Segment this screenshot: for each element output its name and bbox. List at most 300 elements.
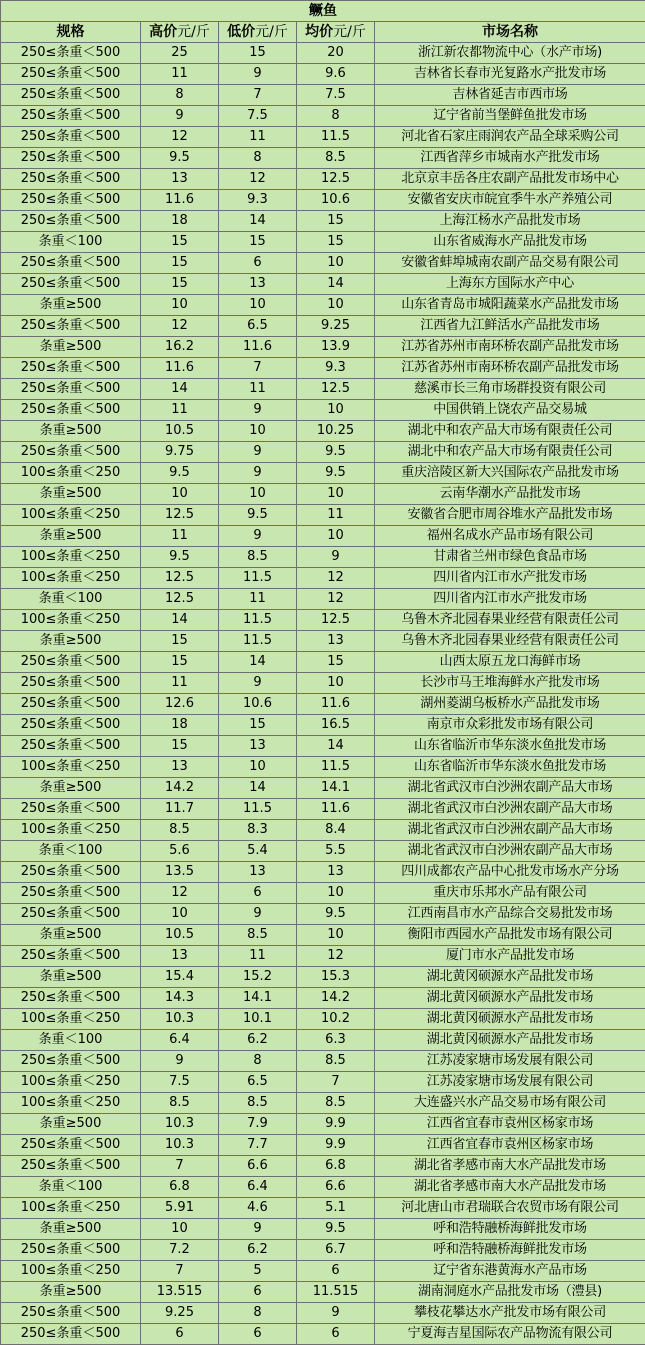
low-price-cell: 7.7 [219,1135,297,1156]
low-price-cell: 5 [219,1261,297,1282]
high-price-cell: 14 [141,610,219,631]
market-name-cell: 山东省临沂市华东淡水鱼批发市场 [375,757,645,778]
avg-price-cell: 12.5 [297,379,375,400]
avg-price-cell: 10 [297,400,375,421]
table-row [1,694,645,715]
spec-cell: 100≤条重＜250 [1,1093,141,1114]
low-price-cell: 11.5 [219,610,297,631]
market-name-cell: 湖北省孝感市南大水产品批发市场 [375,1177,645,1198]
market-name-cell: 湖南洞庭水产品批发市场（澧县) [375,1282,645,1303]
table-row [1,1219,645,1240]
spec-cell: 250≤条重＜500 [1,1303,141,1324]
high-price-cell: 15.4 [141,967,219,988]
spec-cell: 条重＜100 [1,589,141,610]
avg-price-cell: 9.3 [297,358,375,379]
market-name-cell: 乌鲁木齐北园春果业经营有限责任公司 [375,610,645,631]
low-price-cell: 10 [219,421,297,442]
table-row [1,505,645,526]
table-row [1,883,645,904]
low-price-cell: 7.9 [219,1114,297,1135]
avg-price-cell: 6 [297,1324,375,1345]
high-price-cell: 25 [141,43,219,64]
market-name-cell: 江苏凌家塘市场发展有限公司 [375,1051,645,1072]
avg-price-cell: 12.5 [297,169,375,190]
low-price-cell: 9.3 [219,190,297,211]
high-price-cell: 9 [141,106,219,127]
high-price-cell: 11.7 [141,799,219,820]
low-price-cell: 11 [219,946,297,967]
low-price-cell: 13 [219,736,297,757]
avg-price-cell: 9.5 [297,904,375,925]
spec-cell: 条重＜100 [1,232,141,253]
avg-price-cell: 12 [297,589,375,610]
spec-cell: 条重≥500 [1,631,141,652]
table-row [1,127,645,148]
market-name-cell: 湖北黄冈硕源水产品批发市场 [375,967,645,988]
market-name-cell: 辽宁省东港黄海水产品市场 [375,1261,645,1282]
spec-cell: 250≤条重＜500 [1,211,141,232]
market-name-cell: 湖北省武汉市白沙洲农副产品大市场 [375,820,645,841]
table-row [1,1303,645,1324]
market-name-cell: 北京京丰岳各庄农副产品批发市场中心 [375,169,645,190]
avg-price-cell: 11 [297,505,375,526]
header-low-price [219,22,297,43]
market-name-cell: 湖北黄冈硕源水产品批发市场 [375,988,645,1009]
spec-cell: 250≤条重＜500 [1,43,141,64]
header-market-name-label: 市场名称 [482,24,538,40]
high-price-cell: 11 [141,673,219,694]
table-row [1,715,645,736]
low-price-cell: 11.5 [219,568,297,589]
table-row [1,379,645,400]
high-price-cell: 14.3 [141,988,219,1009]
low-price-cell: 6 [219,883,297,904]
avg-price-cell: 10.6 [297,190,375,211]
table-row [1,820,645,841]
spec-cell: 250≤条重＜500 [1,316,141,337]
avg-price-cell: 10 [297,253,375,274]
high-price-cell: 11 [141,64,219,85]
market-name-cell: 江西省宜春市袁州区杨家市场 [375,1114,645,1135]
header-avg-price-unit: 元/斤 [333,24,366,40]
high-price-cell: 6 [141,1324,219,1345]
market-name-cell: 湖北省武汉市白沙洲农副产品大市场 [375,778,645,799]
avg-price-cell: 12 [297,568,375,589]
market-name-cell: 江西省萍乡市城南水产批发市场 [375,148,645,169]
spec-cell: 条重≥500 [1,526,141,547]
table-row [1,610,645,631]
table-row [1,1240,645,1261]
avg-price-cell: 9 [297,1303,375,1324]
spec-cell: 100≤条重＜250 [1,757,141,778]
avg-price-cell: 11.5 [297,757,375,778]
spec-cell: 250≤条重＜500 [1,988,141,1009]
low-price-cell: 8 [219,1051,297,1072]
market-name-cell: 湖北省武汉市白沙洲农副产品大市场 [375,799,645,820]
avg-price-cell: 15 [297,652,375,673]
avg-price-cell: 14.2 [297,988,375,1009]
low-price-cell: 6.2 [219,1240,297,1261]
header-low-price-unit: 元/斤 [255,24,288,40]
avg-price-cell: 7 [297,1072,375,1093]
high-price-cell: 10 [141,295,219,316]
low-price-cell: 15 [219,232,297,253]
avg-price-cell: 11.515 [297,1282,375,1303]
spec-cell: 250≤条重＜500 [1,379,141,400]
header-avg-price [297,22,375,43]
header-avg-price-label: 均价 [305,24,334,40]
avg-price-cell: 14.1 [297,778,375,799]
low-price-cell: 15 [219,43,297,64]
low-price-cell: 9 [219,904,297,925]
avg-price-cell: 12.5 [297,610,375,631]
table-row [1,988,645,1009]
market-name-cell: 江西省宜春市袁州区杨家市场 [375,1135,645,1156]
avg-price-cell: 9 [297,547,375,568]
low-price-cell: 13 [219,862,297,883]
table-row [1,358,645,379]
market-name-cell: 山东省青岛市城阳蔬菜水产品批发市场 [375,295,645,316]
low-price-cell: 9 [219,442,297,463]
table-row [1,484,645,505]
avg-price-cell: 14 [297,736,375,757]
market-name-cell: 甘肃省兰州市绿色食品市场 [375,547,645,568]
spec-cell: 250≤条重＜500 [1,64,141,85]
table-row [1,799,645,820]
spec-cell: 条重＜100 [1,1030,141,1051]
spec-cell: 250≤条重＜500 [1,106,141,127]
spec-cell: 250≤条重＜500 [1,400,141,421]
high-price-cell: 9.5 [141,547,219,568]
low-price-cell: 9.5 [219,505,297,526]
high-price-cell: 9.5 [141,463,219,484]
header-row [1,22,645,43]
high-price-cell: 5.91 [141,1198,219,1219]
high-price-cell: 14 [141,379,219,400]
table-row [1,652,645,673]
low-price-cell: 10 [219,295,297,316]
avg-price-cell: 6.7 [297,1240,375,1261]
high-price-cell: 10 [141,484,219,505]
avg-price-cell: 13 [297,631,375,652]
market-name-cell: 云南华潮水产品批发市场 [375,484,645,505]
high-price-cell: 6.8 [141,1177,219,1198]
high-price-cell: 9.5 [141,148,219,169]
spec-cell: 条重≥500 [1,925,141,946]
high-price-cell: 11 [141,400,219,421]
table-row [1,904,645,925]
table-title: 鳜鱼 [1,1,645,22]
table-row [1,232,645,253]
avg-price-cell: 12 [297,946,375,967]
spec-cell: 条重≥500 [1,421,141,442]
high-price-cell: 9.75 [141,442,219,463]
avg-price-cell: 10 [297,484,375,505]
avg-price-cell: 9.5 [297,1219,375,1240]
market-name-cell: 南京市众彩批发市场有限公司 [375,715,645,736]
low-price-cell: 7.5 [219,106,297,127]
table-row [1,1198,645,1219]
avg-price-cell: 10 [297,526,375,547]
avg-price-cell: 9.5 [297,442,375,463]
market-name-cell: 江西南昌市水产品综合交易批发市场 [375,904,645,925]
high-price-cell: 12.6 [141,694,219,715]
high-price-cell: 10.3 [141,1009,219,1030]
high-price-cell: 10 [141,1219,219,1240]
market-name-cell: 湖北省孝感市南大水产品批发市场 [375,1156,645,1177]
avg-price-cell: 8.5 [297,1051,375,1072]
market-name-cell: 安徽省合肥市周谷堆水产品批发市场 [375,505,645,526]
table-row [1,1093,645,1114]
avg-price-cell: 10 [297,295,375,316]
header-high-price-label: 高价 [149,24,178,40]
spec-cell: 250≤条重＜500 [1,736,141,757]
market-name-cell: 湖北中和农产品大市场有限责任公司 [375,421,645,442]
low-price-cell: 14 [219,778,297,799]
market-name-cell: 江苏省苏州市南环桥农副产品批发市场 [375,358,645,379]
avg-price-cell: 15 [297,232,375,253]
spec-cell: 250≤条重＜500 [1,1324,141,1345]
market-name-cell: 上海江杨水产品批发市场 [375,211,645,232]
market-name-cell: 山西太原五龙口海鲜市场 [375,652,645,673]
avg-price-cell: 9.5 [297,463,375,484]
table-row [1,841,645,862]
table-row [1,568,645,589]
spec-cell: 100≤条重＜250 [1,547,141,568]
spec-cell: 250≤条重＜500 [1,1156,141,1177]
header-high-price [141,22,219,43]
avg-price-cell: 5.5 [297,841,375,862]
high-price-cell: 15 [141,652,219,673]
low-price-cell: 8.5 [219,925,297,946]
high-price-cell: 15 [141,631,219,652]
spec-cell: 250≤条重＜500 [1,799,141,820]
low-price-cell: 11 [219,379,297,400]
table-row [1,211,645,232]
low-price-cell: 8 [219,148,297,169]
high-price-cell: 13 [141,169,219,190]
market-name-cell: 山东省威海水产品批发市场 [375,232,645,253]
market-name-cell: 四川省内江市水产批发市场 [375,589,645,610]
low-price-cell: 6.5 [219,1072,297,1093]
spec-cell: 100≤条重＜250 [1,1009,141,1030]
low-price-cell: 5.4 [219,841,297,862]
high-price-cell: 7.2 [141,1240,219,1261]
table-row [1,64,645,85]
spec-cell: 条重＜100 [1,841,141,862]
high-price-cell: 15 [141,274,219,295]
high-price-cell: 10.5 [141,421,219,442]
market-name-cell: 江苏凌家塘市场发展有限公司 [375,1072,645,1093]
table-row [1,1009,645,1030]
table-row [1,631,645,652]
high-price-cell: 8.5 [141,1093,219,1114]
table-row [1,1114,645,1135]
spec-cell: 250≤条重＜500 [1,442,141,463]
avg-price-cell: 5.1 [297,1198,375,1219]
low-price-cell: 6 [219,1324,297,1345]
spec-cell: 250≤条重＜500 [1,715,141,736]
market-name-cell: 安徽省安庆市皖宜季牛水产养殖公司 [375,190,645,211]
high-price-cell: 10.3 [141,1135,219,1156]
spec-cell: 250≤条重＜500 [1,1051,141,1072]
spec-cell: 250≤条重＜500 [1,946,141,967]
table-row [1,589,645,610]
header-high-price-unit: 元/斤 [177,24,210,40]
spec-cell: 250≤条重＜500 [1,274,141,295]
high-price-cell: 18 [141,715,219,736]
avg-price-cell: 8 [297,106,375,127]
market-name-cell: 浙江新农都物流中心（水产市场) [375,43,645,64]
spec-cell: 100≤条重＜250 [1,610,141,631]
high-price-cell: 16.2 [141,337,219,358]
spec-cell: 250≤条重＜500 [1,169,141,190]
table-row [1,1156,645,1177]
spec-cell: 250≤条重＜500 [1,148,141,169]
table-row [1,253,645,274]
spec-cell: 条重≥500 [1,778,141,799]
table-row [1,778,645,799]
header-spec-label: 规格 [56,24,85,40]
table-row [1,190,645,211]
low-price-cell: 15 [219,715,297,736]
avg-price-cell: 10.25 [297,421,375,442]
high-price-cell: 8 [141,85,219,106]
low-price-cell: 14 [219,652,297,673]
table-row [1,1051,645,1072]
avg-price-cell: 13 [297,862,375,883]
low-price-cell: 10 [219,757,297,778]
avg-price-cell: 15 [297,211,375,232]
market-name-cell: 四川省内江市水产批发市场 [375,568,645,589]
table-row [1,1282,645,1303]
header-market-name [375,22,645,43]
spec-cell: 250≤条重＜500 [1,862,141,883]
low-price-cell: 8.3 [219,820,297,841]
low-price-cell: 6 [219,253,297,274]
spec-cell: 100≤条重＜250 [1,505,141,526]
avg-price-cell: 8.5 [297,148,375,169]
high-price-cell: 13.5 [141,862,219,883]
high-price-cell: 7.5 [141,1072,219,1093]
high-price-cell: 12 [141,883,219,904]
low-price-cell: 7 [219,85,297,106]
avg-price-cell: 7.5 [297,85,375,106]
low-price-cell: 4.6 [219,1198,297,1219]
market-name-cell: 河北唐山市君瑞联合农贸市场有限公司 [375,1198,645,1219]
spec-cell: 250≤条重＜500 [1,1240,141,1261]
market-name-cell: 呼和浩特融桥海鲜批发市场 [375,1240,645,1261]
high-price-cell: 7 [141,1261,219,1282]
avg-price-cell: 6.3 [297,1030,375,1051]
table-row [1,337,645,358]
low-price-cell: 10 [219,484,297,505]
high-price-cell: 11.6 [141,190,219,211]
low-price-cell: 12 [219,169,297,190]
high-price-cell: 13 [141,757,219,778]
spec-cell: 250≤条重＜500 [1,1135,141,1156]
high-price-cell: 9 [141,1051,219,1072]
table-row [1,1177,645,1198]
table-row [1,946,645,967]
low-price-cell: 8 [219,1303,297,1324]
spec-cell: 100≤条重＜250 [1,463,141,484]
market-name-cell: 攀枝花攀达水产批发市场有限公司 [375,1303,645,1324]
market-name-cell: 安徽省蚌埠城南农副产品交易有限公司 [375,253,645,274]
spec-cell: 250≤条重＜500 [1,883,141,904]
spec-cell: 250≤条重＜500 [1,190,141,211]
table-row [1,1072,645,1093]
avg-price-cell: 10 [297,673,375,694]
avg-price-cell: 16.5 [297,715,375,736]
table-row [1,862,645,883]
high-price-cell: 11.6 [141,358,219,379]
low-price-cell: 9 [219,1219,297,1240]
avg-price-cell: 10 [297,925,375,946]
low-price-cell: 9 [219,64,297,85]
low-price-cell: 14.1 [219,988,297,1009]
spec-cell: 100≤条重＜250 [1,568,141,589]
market-name-cell: 湖州菱湖乌板桥水产品批发市场 [375,694,645,715]
high-price-cell: 15 [141,232,219,253]
header-spec [1,22,141,43]
market-name-cell: 湖北黄冈硕源水产品批发市场 [375,1009,645,1030]
spec-cell: 250≤条重＜500 [1,85,141,106]
low-price-cell: 6.5 [219,316,297,337]
market-name-cell: 重庆涪陵区新大兴国际农产品批发市场 [375,463,645,484]
spec-cell: 条重≥500 [1,1282,141,1303]
avg-price-cell: 9.6 [297,64,375,85]
high-price-cell: 14.2 [141,778,219,799]
low-price-cell: 9 [219,673,297,694]
avg-price-cell: 11.6 [297,799,375,820]
avg-price-cell: 9.9 [297,1135,375,1156]
spec-cell: 250≤条重＜500 [1,358,141,379]
market-name-cell: 乌鲁木齐北园春果业经营有限责任公司 [375,631,645,652]
high-price-cell: 15 [141,736,219,757]
spec-cell: 100≤条重＜250 [1,1072,141,1093]
market-name-cell: 福州名成水产品市场有限公司 [375,526,645,547]
market-name-cell: 吉林省延吉市西市场 [375,85,645,106]
avg-price-cell: 20 [297,43,375,64]
high-price-cell: 6.4 [141,1030,219,1051]
table-row [1,421,645,442]
table-row [1,1324,645,1345]
low-price-cell: 9 [219,400,297,421]
low-price-cell: 10.1 [219,1009,297,1030]
high-price-cell: 8.5 [141,820,219,841]
table-row [1,148,645,169]
spec-cell: 250≤条重＜500 [1,127,141,148]
table-row [1,967,645,988]
market-name-cell: 慈溪市长三角市场群投资有限公司 [375,379,645,400]
table-row [1,925,645,946]
market-name-cell: 四川成都农产品中心批发市场水产分场 [375,862,645,883]
market-name-cell: 中国供销上饶农产品交易城 [375,400,645,421]
table-row [1,169,645,190]
avg-price-cell: 11.6 [297,694,375,715]
table-row [1,274,645,295]
high-price-cell: 12.5 [141,589,219,610]
table-row [1,43,645,64]
avg-price-cell: 9.25 [297,316,375,337]
spec-cell: 250≤条重＜500 [1,904,141,925]
high-price-cell: 12 [141,127,219,148]
avg-price-cell: 6 [297,1261,375,1282]
market-name-cell: 重庆市乐邦水产品有限公司 [375,883,645,904]
table-row [1,85,645,106]
spec-cell: 条重＜100 [1,1177,141,1198]
